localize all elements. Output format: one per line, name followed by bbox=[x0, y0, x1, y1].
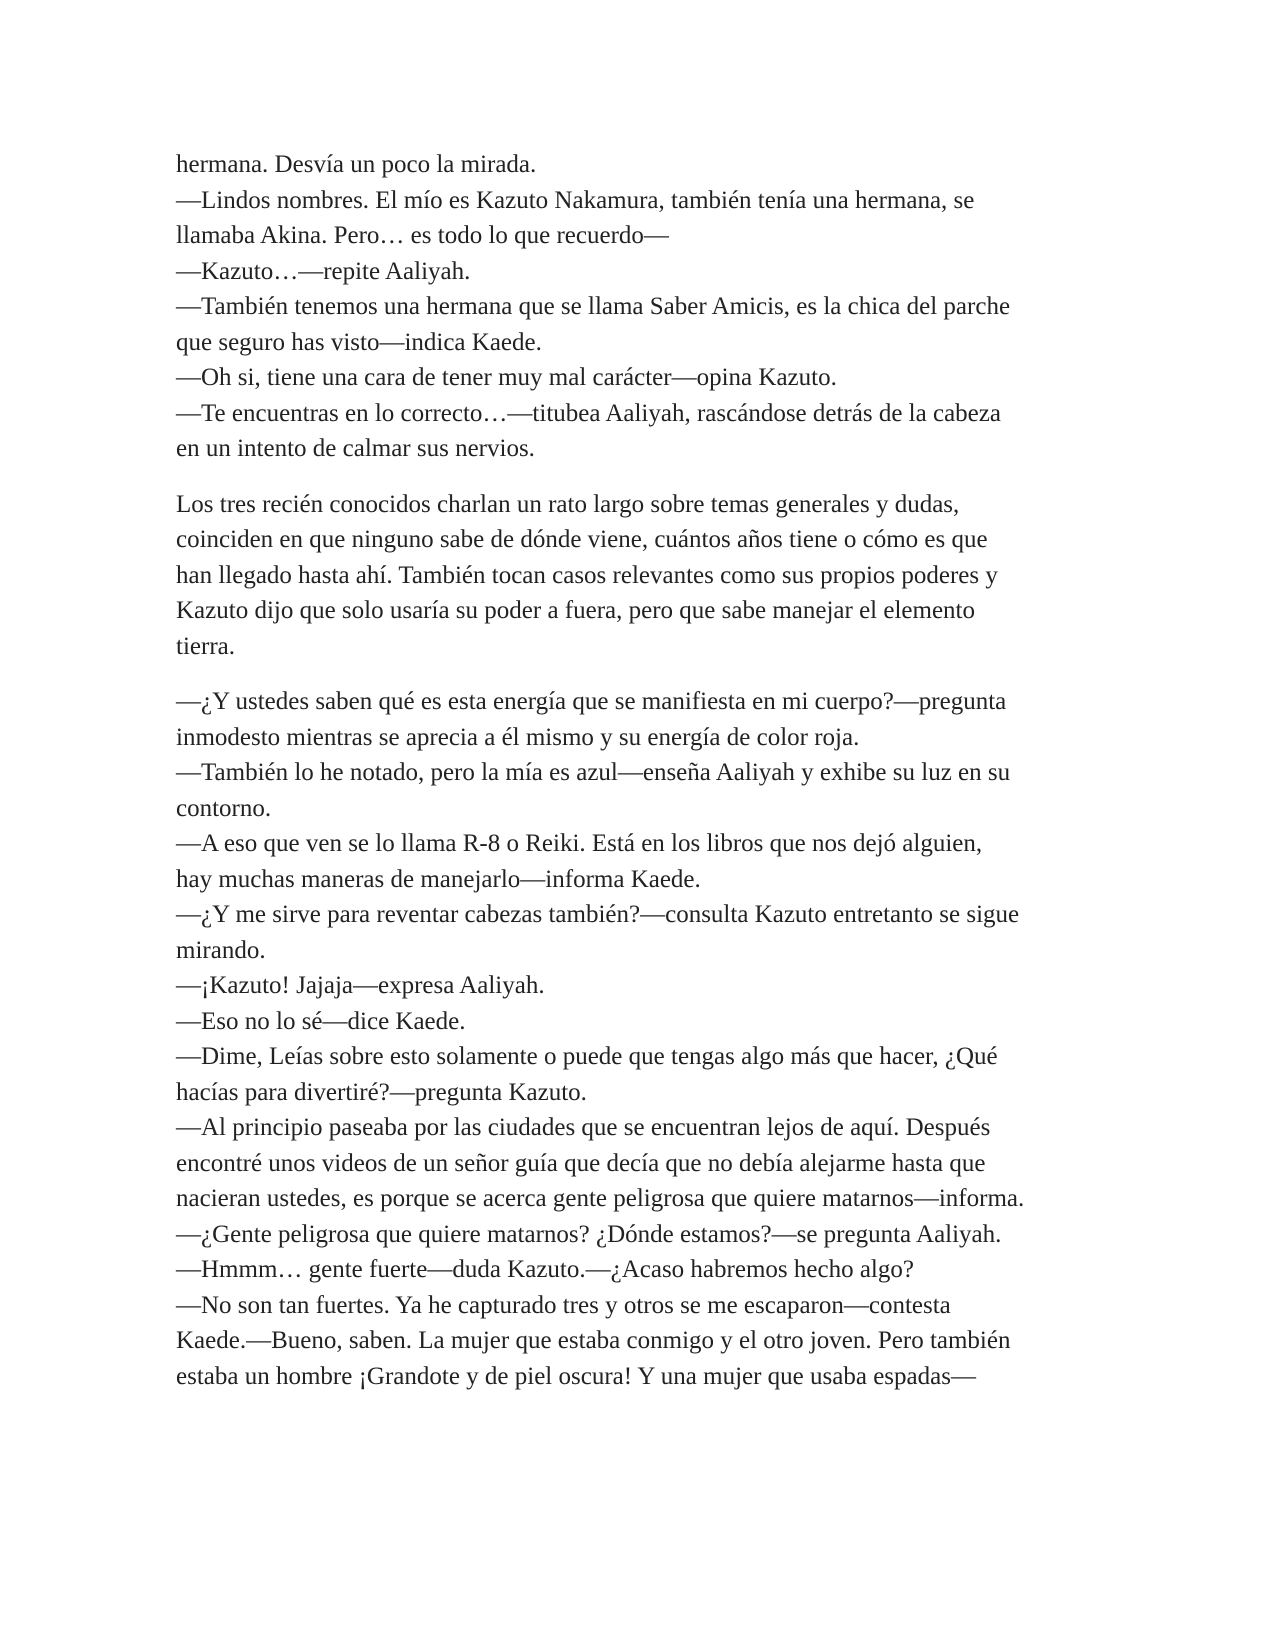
paragraph-1 bbox=[176, 147, 1106, 467]
text-line: —Te encuentras en lo correcto…—titubea Aaliyah, rascándose detrás de la cabeza bbox=[176, 399, 1001, 427]
text-line: llamaba Akina. Pero… es todo lo que recuerdo— bbox=[176, 222, 669, 249]
text-line: —¿Gente peligrosa que quiere matarnos? ¿Dónde estamos?—se pregunta Aaliyah. bbox=[176, 1220, 1002, 1248]
text-line: —También lo he notado, pero la mía es azul—enseña Aaliyah y exhibe su luz en su bbox=[176, 759, 1011, 786]
text-line: Kaede.—Bueno, saben. La mujer que estaba conmigo y el otro joven. Pero también bbox=[176, 1327, 1011, 1354]
text-line: —Kazuto…—repite Aaliyah. bbox=[176, 257, 471, 285]
text-line: —¡Kazuto! Jajaja—expresa Aaliyah. bbox=[176, 972, 545, 999]
text-line: —También tenemos una hermana que se llama Saber Amicis, es la chica del parche bbox=[176, 293, 1011, 320]
paragraph-2 bbox=[176, 487, 1106, 665]
text-line: hacías para divertiré?—pregunta Kazuto. bbox=[176, 1078, 587, 1106]
text-line: —A eso que ven se lo llama R-8 o Reiki. Está en los libros que nos dejó alguien, bbox=[176, 830, 983, 857]
text-line: —Eso no lo sé—dice Kaede. bbox=[176, 1007, 466, 1035]
text-line: —¿Y me sirve para reventar cabezas también?—consulta Kazuto entretanto se sigue bbox=[176, 901, 1020, 928]
text-line: —Lindos nombres. El mío es Kazuto Nakamura, también tenía una hermana, se bbox=[176, 186, 975, 214]
text-line: Los tres recién conocidos charlan un rato largo sobre temas generales y dudas, bbox=[176, 490, 960, 518]
text-line: mirando. bbox=[176, 936, 266, 964]
text-line: encontré unos videos de un señor guía que decía que no debía alejarme hasta que bbox=[176, 1149, 986, 1177]
text-line: hermana. Desvía un poco la mirada. bbox=[176, 151, 537, 178]
text-line: tierra. bbox=[176, 632, 235, 660]
text-line: estaba un hombre ¡Grandote y de piel oscura! Y una mujer que usaba espadas— bbox=[176, 1362, 976, 1390]
text-line: hay muchas maneras de manejarlo—informa Kaede. bbox=[176, 865, 701, 893]
text-line: que seguro has visto—indica Kaede. bbox=[176, 328, 542, 356]
text-line: en un intento de calmar sus nervios. bbox=[176, 435, 535, 462]
text-line: contorno. bbox=[176, 794, 272, 822]
text-line: Kazuto dijo que solo usaría su poder a fuera, pero que sabe manejar el elemento bbox=[176, 597, 975, 624]
text-line: —Hmmm… gente fuerte—duda Kazuto.—¿Acaso habremos hecho algo? bbox=[176, 1256, 914, 1283]
text-line: —No son tan fuertes. Ya he capturado tres y otros se me escaparon—contesta bbox=[176, 1291, 951, 1319]
text-line: —Al principio paseaba por las ciudades que se encuentran lejos de aquí. Después bbox=[176, 1114, 991, 1141]
text-line: nacieran ustedes, es porque se acerca gente peligrosa que quiere matarnos—informa. bbox=[176, 1185, 1025, 1212]
text-line: coinciden en que ninguno sabe de dónde viene, cuántos años tiene o cómo es que bbox=[176, 526, 988, 553]
text-line: han llegado hasta ahí. También tocan casos relevantes como sus propios poderes y bbox=[176, 561, 998, 589]
body-text bbox=[176, 147, 1106, 1394]
text-line: —Dime, Leías sobre esto solamente o puede que tengas algo más que hacer, ¿Qué bbox=[176, 1043, 998, 1070]
paragraph-3 bbox=[176, 684, 1106, 1394]
text-line: —Oh si, tiene una cara de tener muy mal carácter—opina Kazuto. bbox=[176, 364, 837, 391]
text-line: inmodesto mientras se aprecia a él mismo y su energía de color roja. bbox=[176, 723, 860, 751]
text-line: —¿Y ustedes saben qué es esta energía que se manifiesta en mi cuerpo?—pregunta bbox=[176, 688, 1007, 715]
